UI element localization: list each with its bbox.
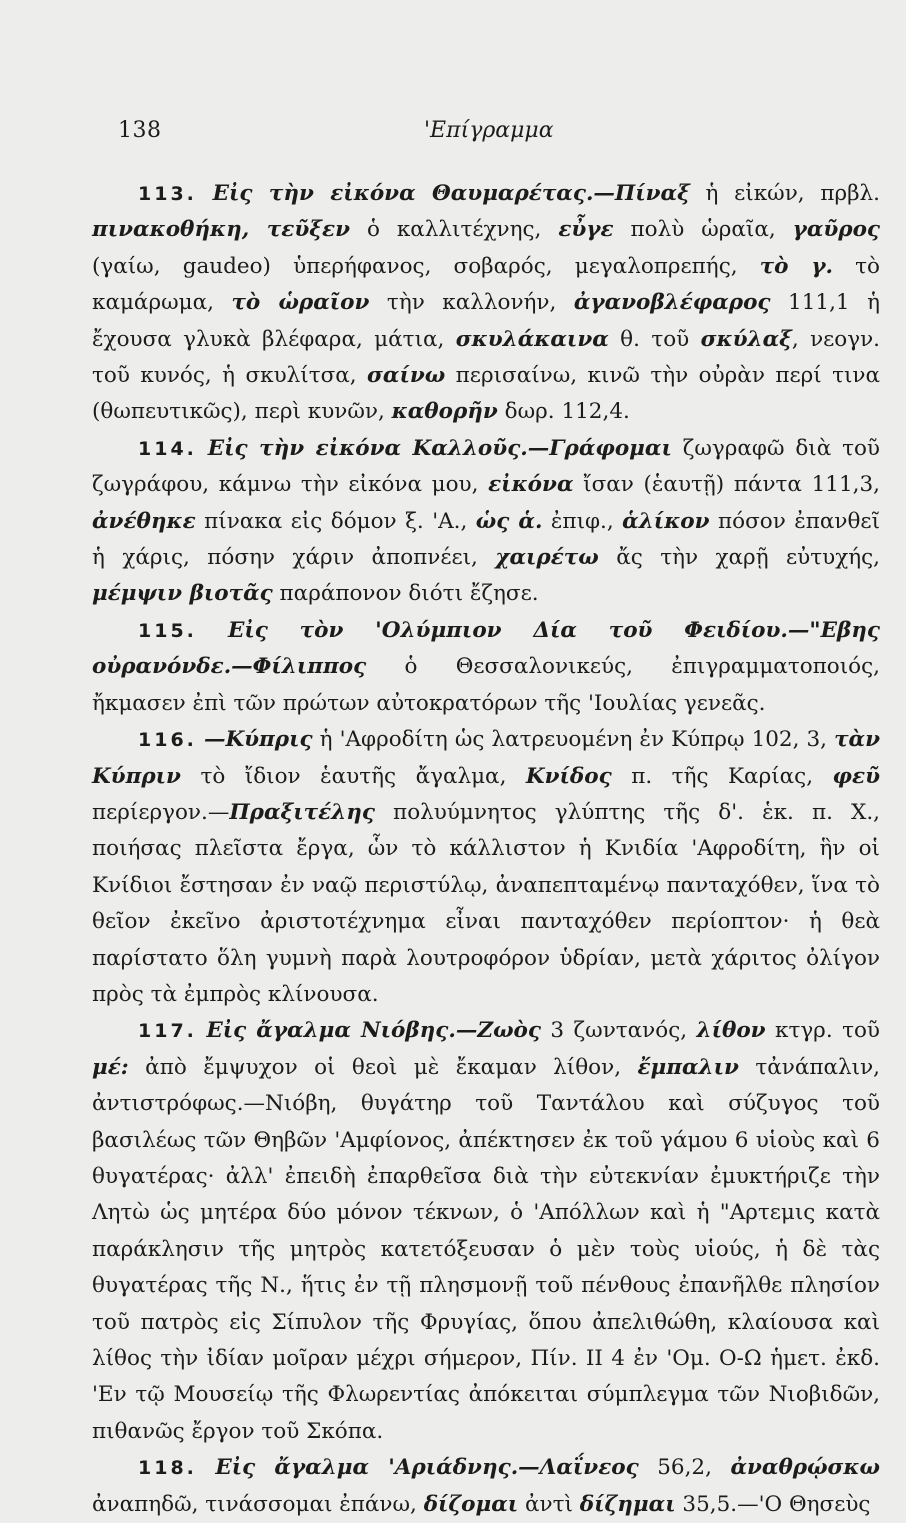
gloss-text: 56,2, bbox=[638, 1455, 731, 1481]
gloss-text: κτγρ. τοῦ bbox=[765, 1018, 880, 1044]
gloss-text: (γαίω, gaudeo) ὑπερήφανος, σοβαρός, μεγαλοπρεπής, bbox=[92, 253, 760, 279]
entry-number: 113. bbox=[138, 183, 197, 205]
running-title: 'Επίγραμμα bbox=[424, 118, 554, 143]
gloss-text: 111,1 ἡ ἔχουσα γλυκὰ βλέφαρα, μάτια, bbox=[92, 290, 880, 352]
gloss-text: ἴσαν (ἑαυτῇ) πάντα 111,3, bbox=[573, 472, 880, 498]
gloss-text: , νεογν. τοῦ κυνός, ἡ σκυλίτσα, bbox=[92, 326, 880, 389]
entry-content bbox=[92, 181, 880, 424]
headword: ἁλίκον bbox=[622, 508, 710, 534]
gloss-text: 35,5.—'Ο Θησεὺς bbox=[675, 1491, 871, 1517]
gloss-text: περίεργον.— bbox=[92, 799, 230, 825]
headword: λίθον bbox=[696, 1018, 766, 1044]
headword: δίζομαι bbox=[423, 1491, 519, 1517]
entry-113 bbox=[92, 176, 880, 431]
gloss-text: θ. τοῦ bbox=[608, 326, 701, 352]
headword: Εἰς ἄγαλμα 'Αριάδνης.—Λαΐνεος bbox=[215, 1455, 639, 1481]
entry-114 bbox=[92, 431, 880, 613]
headword: σκύλαξ bbox=[700, 326, 792, 352]
commentary-text bbox=[92, 176, 880, 1523]
gloss-text: δωρ. 112,4. bbox=[497, 399, 630, 425]
headword: μέ: bbox=[92, 1054, 129, 1080]
page-number: 138 bbox=[118, 118, 162, 143]
headword: χαιρέτω bbox=[495, 545, 599, 571]
gloss-text: 3 ζωντανός, bbox=[540, 1018, 697, 1044]
headword: σκυλάκαινα bbox=[455, 326, 609, 352]
gloss-text: ζωγραφῶ διὰ τοῦ ζωγράφου, κάμνω τὴν εἰκόνα μου, bbox=[92, 435, 880, 498]
headword: φεῦ bbox=[832, 763, 880, 789]
headword: Εἰς τὴν εἰκόνα Θαυμαρέτας.—Πίναξ bbox=[212, 181, 690, 206]
gloss-text: ἀντὶ bbox=[518, 1491, 580, 1517]
headword: —Κύπρις bbox=[203, 727, 313, 753]
entry-118 bbox=[92, 1450, 880, 1523]
gloss-text: τὴν καλλονήν, bbox=[369, 290, 574, 316]
headword: ὡς ἁ. bbox=[475, 508, 543, 534]
entry-content bbox=[92, 1018, 880, 1443]
gloss-text: ἡ 'Αφροδίτη ὡς λατρευομένη ἐν Κύπρῳ 102, 3, bbox=[312, 727, 835, 753]
entry-116 bbox=[92, 722, 880, 1013]
headword: ἔμπαλιν bbox=[637, 1054, 739, 1080]
gloss-text: τὸ καμάρωμα, bbox=[92, 253, 880, 316]
gloss-text: ἐπιφ., bbox=[542, 508, 623, 534]
headword: δίζημαι bbox=[579, 1491, 676, 1517]
entry-number: 118. bbox=[138, 1457, 197, 1480]
gloss-text: τὸ ἴδιον ἑαυτῆς ἄγαλμα, bbox=[180, 763, 526, 789]
entry-content bbox=[92, 436, 880, 607]
headword: Εἰς τὸν 'Ολύμπιον Δία τοῦ Φειδίου.—"Εβης οὐρανόνδε.—Φίλιππος bbox=[92, 617, 880, 680]
headword: ἀγανοβλέφαρος bbox=[573, 290, 771, 316]
gloss-text: π. τῆς Καρίας, bbox=[611, 763, 833, 789]
headword: τὰν Κύπριν bbox=[92, 727, 880, 789]
entry-number: 115. bbox=[138, 619, 197, 642]
headword: Εἰς ἄγαλμα Νιόβης.—Ζωὸς bbox=[206, 1018, 541, 1044]
entry-content bbox=[92, 618, 880, 716]
headword: καθορῆν bbox=[391, 399, 498, 425]
entry-content bbox=[92, 1455, 880, 1516]
headword: ἀναθρῴσκω bbox=[730, 1455, 880, 1481]
entry-content bbox=[92, 727, 880, 1007]
entry-number: 114. bbox=[138, 437, 197, 460]
headword: γαῦρος bbox=[792, 217, 881, 243]
gloss-text: πίνακα εἰς δόμον ξ. 'Α., bbox=[195, 508, 476, 534]
entry-number: 116. bbox=[138, 729, 197, 752]
entry-117 bbox=[92, 1013, 880, 1450]
headword: μέμψιν βιοτᾶς bbox=[92, 581, 273, 607]
headword: Εἰς τὴν εἰκόνα Καλλοῦς.—Γράφομαι bbox=[207, 435, 672, 461]
entry-number: 117. bbox=[138, 1020, 197, 1043]
headword: Κνίδος bbox=[525, 763, 612, 789]
gloss-text: παράπονον διότι ἔζησε. bbox=[272, 581, 539, 607]
gloss-text: περισαίνω, κινῶ τὴν οὐρὰν περί τινα (θωπευτικῶς), περὶ κυνῶν, bbox=[92, 363, 880, 425]
gloss-text: πολυύμνητος γλύπτης τῆς δ'. ἑκ. π. Χ., ποιήσας πλεῖστα ἔργα, ὧν τὸ κάλλιστον ἡ Κνιδία 'Αφροδίτη, ἣν οἱ Κνίδιοι ἔστησαν ἐν ναῷ περιστύλῳ, ἀναπεπταμένῳ πανταχόθεν, ἵνα τὸ θεῖον ἐκεῖνο ἀριστοτέχνημα εἶναι πανταχόθεν περίοπτον· ἡ θεὰ παρίστατο ὅλη γυμνὴ παρὰ λουτροφόρον ὑδρίαν, μετὰ χάριτος ὀλίγον πρὸς τὰ ἐμπρὸς κλίνουσα. bbox=[92, 799, 880, 1007]
headword: εἰκόνα bbox=[488, 472, 574, 498]
headword: τὸ ὡραῖον bbox=[231, 290, 370, 316]
gloss-text: ἀναπηδῶ, τινάσσομαι ἐπάνω, bbox=[92, 1491, 424, 1517]
gloss-text: τἀνάπαλιν, ἀντιστρόφως.—Νιόβη, θυγάτηρ τοῦ Ταντάλου καὶ σύζυγος τοῦ βασιλέως τῶν Θηβῶν 'Αμφίονος, ἀπέκτησεν ἐκ τοῦ γάμου 6 υἱοὺς καὶ 6 θυγατέρας· ἀλλ' ἐπειδὴ ἐπαρθεῖσα διὰ τὴν εὐτεκνίαν ἐμυκτήριζε τὴν Λητὼ ὡς μητέρα δύο μόνον τέκνων, ὁ 'Απόλλων καὶ ἡ "Αρτεμις κατὰ παράκλησιν τῆς μητρὸς κατετόξευσαν ὁ μὲν τοὺς υἱούς, ἡ δὲ τὰς θυγατέρας τῆς Ν., ἥτις ἐν τῇ πλησμονῇ τοῦ πένθους ἐπανῆλθε πλησίον τοῦ πατρὸς εἰς Σίπυλον τῆς Φρυγίας, ὅπου ἀπελιθώθη, κλαίουσα καὶ λίθος τὴν ἰδίαν μοῖραν μέχρι σήμερον, Πίν. ΙΙ 4 ἐν 'Ομ. Ο-Ω ἡμετ. ἐκδ. 'Εν τῷ Μουσείῳ τῆς Φλωρεντίας ἀπόκειται σύμπλεγμα τῶν Νιοβιδῶν, πιθανῶς ἔργον τοῦ Σκόπα. bbox=[92, 1054, 880, 1444]
headword: ἀνέθηκε bbox=[92, 508, 196, 534]
gloss-text: πόσον ἐπανθεῖ ἡ χάρις, πόσην χάριν ἀποπνέει, bbox=[92, 508, 881, 571]
gloss-text: ἀπὸ ἔμψυχον οἱ θεοὶ μὲ ἔκαμαν λίθον, bbox=[128, 1054, 638, 1080]
gloss-text: ἄς τὴν χαρῇ εὐτυχής, bbox=[598, 545, 880, 571]
gloss-text: ὁ Θεσσαλονικεύς, ἐπιγραμματοποιός, ἤκμασεν ἐπὶ τῶν πρώτων αὐτοκρατόρων τῆς 'Ιουλίας γενεᾶς. bbox=[92, 654, 880, 716]
headword: σαίνω bbox=[367, 363, 446, 389]
headword: τὸ γ. bbox=[759, 253, 833, 279]
headword: πινακοθήκη, τεῦξεν bbox=[92, 217, 351, 243]
page-header bbox=[118, 118, 876, 148]
gloss-text: πολὺ ὡραῖα, bbox=[613, 217, 793, 243]
entry-115 bbox=[92, 613, 880, 722]
gloss-text: ὁ καλλιτέχνης, bbox=[350, 217, 559, 243]
headword: εὖγε bbox=[558, 217, 614, 243]
gloss-text: ἡ εἰκών, πρβλ. bbox=[689, 181, 880, 206]
headword: Πραξιτέλης bbox=[229, 799, 375, 825]
